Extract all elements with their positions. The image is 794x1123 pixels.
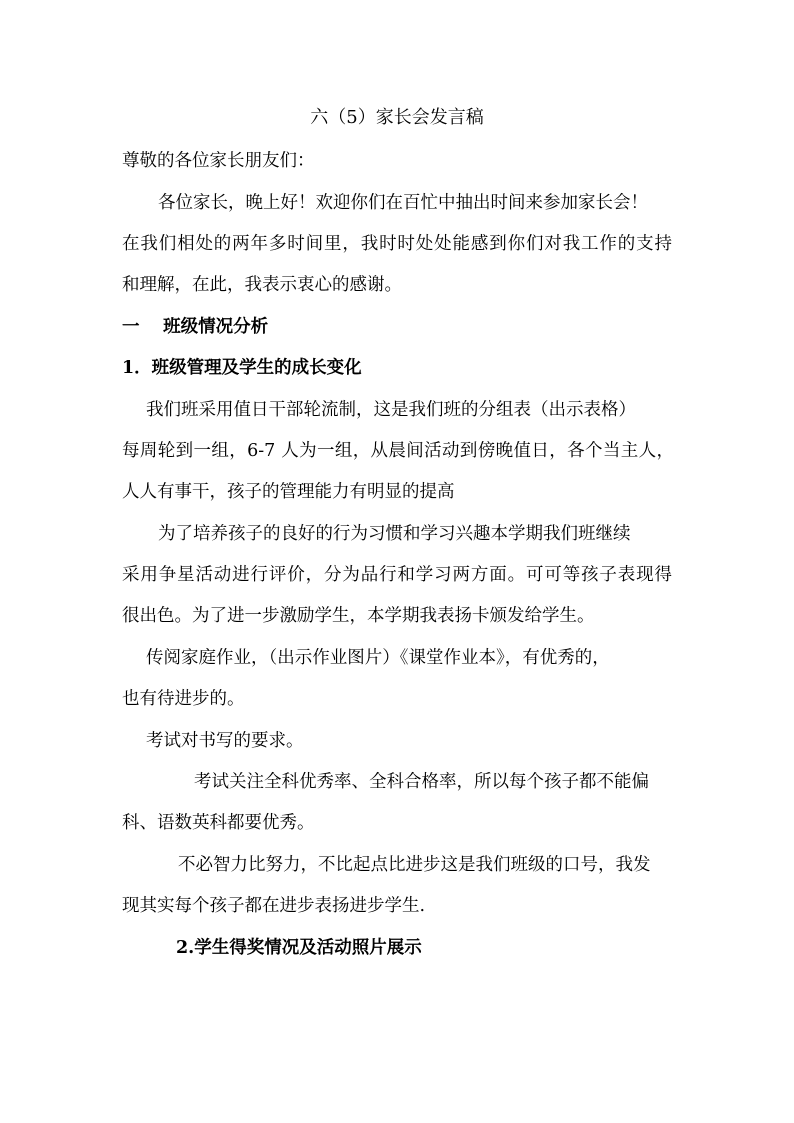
rotation-line-3: 人人有事干，孩子的管理能力有明显的提高 (122, 482, 455, 502)
rotation-line-1: 我们班采用值日干部轮流制，这是我们班的分组表（出示表格） (146, 400, 636, 420)
star-line-2: 采用争星活动进行评价，分为品行和学习两方面。可可等孩子表现得 (122, 565, 672, 585)
greeting: 尊敬的各位家长朋友们： (122, 151, 315, 171)
rates-line-1: 考试关注全科优秀率、全科合格率，所以每个孩子都不能偏 (194, 772, 649, 792)
motto-line-1: 不必智力比努力，不比起点比进步这是我们班级的口号，我发 (178, 855, 651, 875)
section-heading-class-analysis: 一 班级情况分析 (122, 317, 269, 337)
homework-line-1: 传阅家庭作业，（出示作业图片）《课堂作业本》，有优秀的， (146, 648, 610, 668)
subsection-heading-awards-photos: 2.学生得奖情况及活动照片展示 (176, 938, 422, 958)
intro-line-3: 和理解，在此，我表示衷心的感谢。 (122, 275, 402, 295)
homework-line-2: 也有待进步的。 (122, 689, 245, 709)
document-title: 六（5）家长会发言稿 (310, 107, 484, 128)
star-line-3: 很出色。为了进一步激励学生，本学期我表扬卡颁发给学生。 (122, 606, 595, 626)
motto-line-2: 现其实每个孩子都在进步表扬进步学生. (122, 896, 426, 916)
intro-line-2: 在我们相处的两年多时间里，我时时处处能感到你们对我工作的支持 (122, 234, 672, 254)
exam-requirement: 考试对书写的要求。 (146, 731, 304, 751)
rotation-line-2: 每周轮到一组，6-7 人为一组，从晨间活动到傍晚值日，各个当主人， (122, 441, 674, 461)
rates-line-2: 科、语数英科都要优秀。 (122, 813, 315, 833)
star-line-1: 为了培养孩子的良好的行为习惯和学习兴趣本学期我们班继续 (158, 524, 631, 544)
intro-line-1: 各位家长，晚上好！欢迎你们在百忙中抽出时间来参加家长会！ (158, 193, 648, 213)
subsection-heading-class-management: 1．班级管理及学生的成长变化 (122, 358, 362, 378)
